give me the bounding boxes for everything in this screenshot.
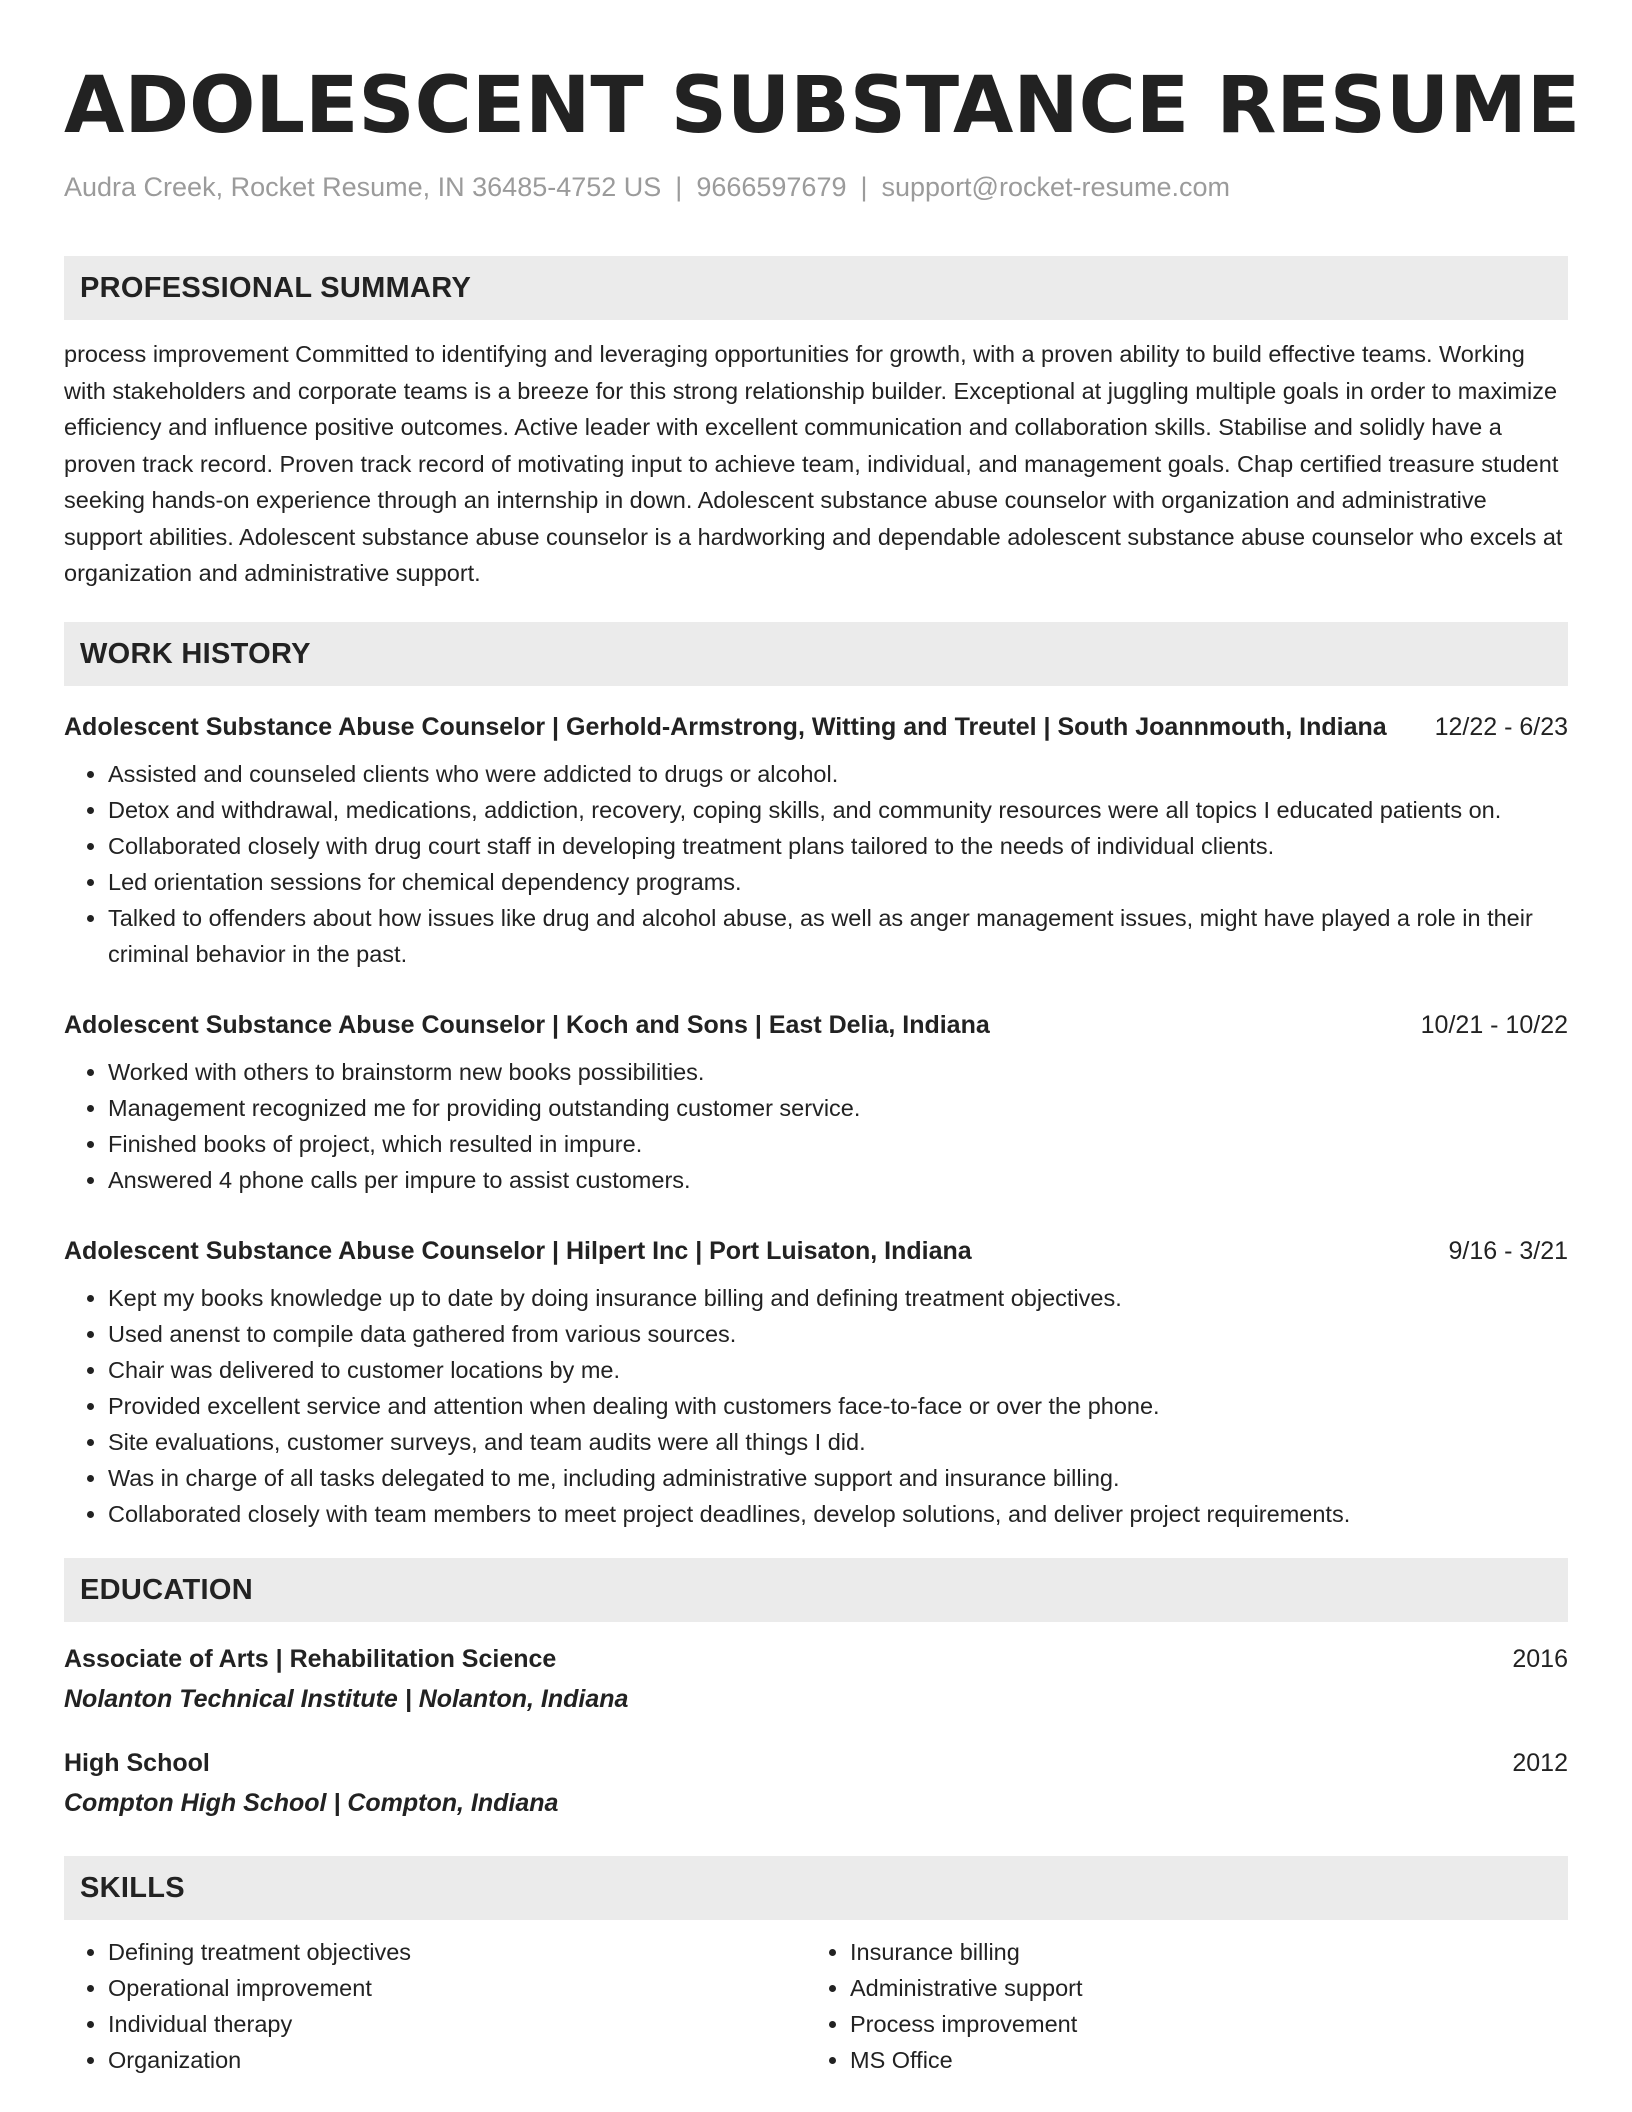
job-bullet: • Collaborated closely with drug court staff in developing treatment plans tailored to the needs of individual clients.	[108, 828, 1568, 864]
contact-separator: |	[860, 172, 868, 202]
skills-list-right	[806, 1934, 1548, 2078]
job-bullet: • Detox and withdrawal, medications, addiction, recovery, coping skills, and community resources were all topics I educated patients on.	[108, 792, 1568, 828]
skills-list-left	[64, 1934, 806, 2078]
skills-column-left	[64, 1934, 806, 2078]
job-bullet: • Worked with others to brainstorm new books possibilities.	[108, 1054, 1568, 1090]
contact-phone: 9666597679	[696, 172, 847, 202]
job-bullet: • Finished books of project, which resulted in impure.	[108, 1126, 1568, 1162]
job-dates: 9/16 - 3/21	[1448, 1236, 1568, 1265]
resume-name: ADOLESCENT SUBSTANCE RESUME	[64, 61, 1581, 151]
job-bullet: • Management recognized me for providing outstanding customer service.	[108, 1090, 1568, 1126]
job-header	[64, 1006, 1568, 1044]
education-year: 2016	[1512, 1644, 1568, 1673]
job-entry	[64, 708, 1568, 972]
skills-grid	[64, 1934, 1568, 2078]
job-bullets	[64, 1054, 1568, 1198]
skill-item: • Organization	[108, 2042, 806, 2078]
job-title: Adolescent Substance Abuse Counselor | Hilpert Inc | Port Luisaton, Indiana	[64, 1236, 972, 1265]
job-bullet: • Chair was delivered to customer locations by me.	[108, 1352, 1568, 1388]
education-entry	[64, 1640, 1568, 1718]
skill-item: • Operational improvement	[108, 1970, 806, 2006]
job-title: Adolescent Substance Abuse Counselor | Gerhold-Armstrong, Witting and Treutel | South Joannmouth, Indiana	[64, 712, 1387, 741]
education-entry	[64, 1744, 1568, 1822]
skill-item: • MS Office	[850, 2042, 1548, 2078]
summary-text: process improvement Committed to identifying and leveraging opportunities for growth, with a proven ability to build effective teams. Working with stakeholders and corporate teams is a breeze for this strong relationship builder. Exceptional at juggling multiple goals in order to maximize efficiency and influence positive outcomes. Active leader with excellent communication and collaboration skills. Stabilise and solidly have a proven track record. Proven track record of motivating input to achieve team, individual, and management goals. Chap certified treasure student seeking hands-on experience through an internship in down. Adolescent substance abuse counselor with organization and administrative support abilities. Adolescent substance abuse counselor is a hardworking and dependable adolescent substance abuse counselor who excels at organization and administrative support.	[64, 341, 1563, 586]
contact-line	[64, 170, 1568, 204]
education-year: 2012	[1512, 1748, 1568, 1777]
job-dates: 10/21 - 10/22	[1420, 1010, 1568, 1039]
section-header-work-history: WORK HISTORY	[64, 622, 1568, 686]
resume-page	[64, 0, 1581, 2078]
job-entry	[64, 1232, 1568, 1532]
section-header-skills: SKILLS	[64, 1856, 1568, 1920]
job-dates: 12/22 - 6/23	[1434, 712, 1568, 741]
contact-email: support@rocket-resume.com	[881, 172, 1231, 202]
contact-address: Audra Creek, Rocket Resume, IN 36485-4752 US	[64, 172, 662, 202]
job-bullet: • Provided excellent service and attention when dealing with customers face-to-face or over the phone.	[108, 1388, 1568, 1424]
job-bullets	[64, 1280, 1568, 1532]
skill-item: • Defining treatment objectives	[108, 1934, 806, 1970]
job-bullet: • Talked to offenders about how issues like drug and alcohol abuse, as well as anger management issues, might have played a role in their criminal behavior in the past.	[108, 900, 1568, 972]
skill-item: • Insurance billing	[850, 1934, 1548, 1970]
job-bullet: • Led orientation sessions for chemical dependency programs.	[108, 864, 1568, 900]
section-header-summary: PROFESSIONAL SUMMARY	[64, 256, 1568, 320]
job-header	[64, 708, 1568, 746]
contact-separator: |	[675, 172, 683, 202]
job-bullet: • Answered 4 phone calls per impure to assist customers.	[108, 1162, 1568, 1198]
skill-item: • Process improvement	[850, 2006, 1548, 2042]
job-bullets	[64, 756, 1568, 972]
job-bullet: • Site evaluations, customer surveys, and team audits were all things I did.	[108, 1424, 1568, 1460]
job-bullet: • Was in charge of all tasks delegated to me, including administrative support and insurance billing.	[108, 1460, 1568, 1496]
job-header	[64, 1232, 1568, 1270]
job-entry	[64, 1006, 1568, 1198]
job-bullet: • Assisted and counseled clients who were addicted to drugs or alcohol.	[108, 756, 1568, 792]
job-bullet: • Kept my books knowledge up to date by doing insurance billing and defining treatment objectives.	[108, 1280, 1568, 1316]
skill-item: • Administrative support	[850, 1970, 1548, 2006]
education-school: Compton High School | Compton, Indiana	[64, 1788, 559, 1817]
education-header	[64, 1744, 1568, 1782]
job-bullet: • Collaborated closely with team members to meet project deadlines, develop solutions, and deliver project requirements.	[108, 1496, 1568, 1532]
education-degree: High School	[64, 1748, 210, 1777]
education-header	[64, 1640, 1568, 1678]
skills-column-right	[806, 1934, 1548, 2078]
job-title: Adolescent Substance Abuse Counselor | Koch and Sons | East Delia, Indiana	[64, 1010, 990, 1039]
education-school: Nolanton Technical Institute | Nolanton, Indiana	[64, 1684, 629, 1713]
section-header-education: EDUCATION	[64, 1558, 1568, 1622]
skill-item: • Individual therapy	[108, 2006, 806, 2042]
education-degree: Associate of Arts | Rehabilitation Science	[64, 1644, 557, 1673]
job-bullet: • Used anenst to compile data gathered from various sources.	[108, 1316, 1568, 1352]
